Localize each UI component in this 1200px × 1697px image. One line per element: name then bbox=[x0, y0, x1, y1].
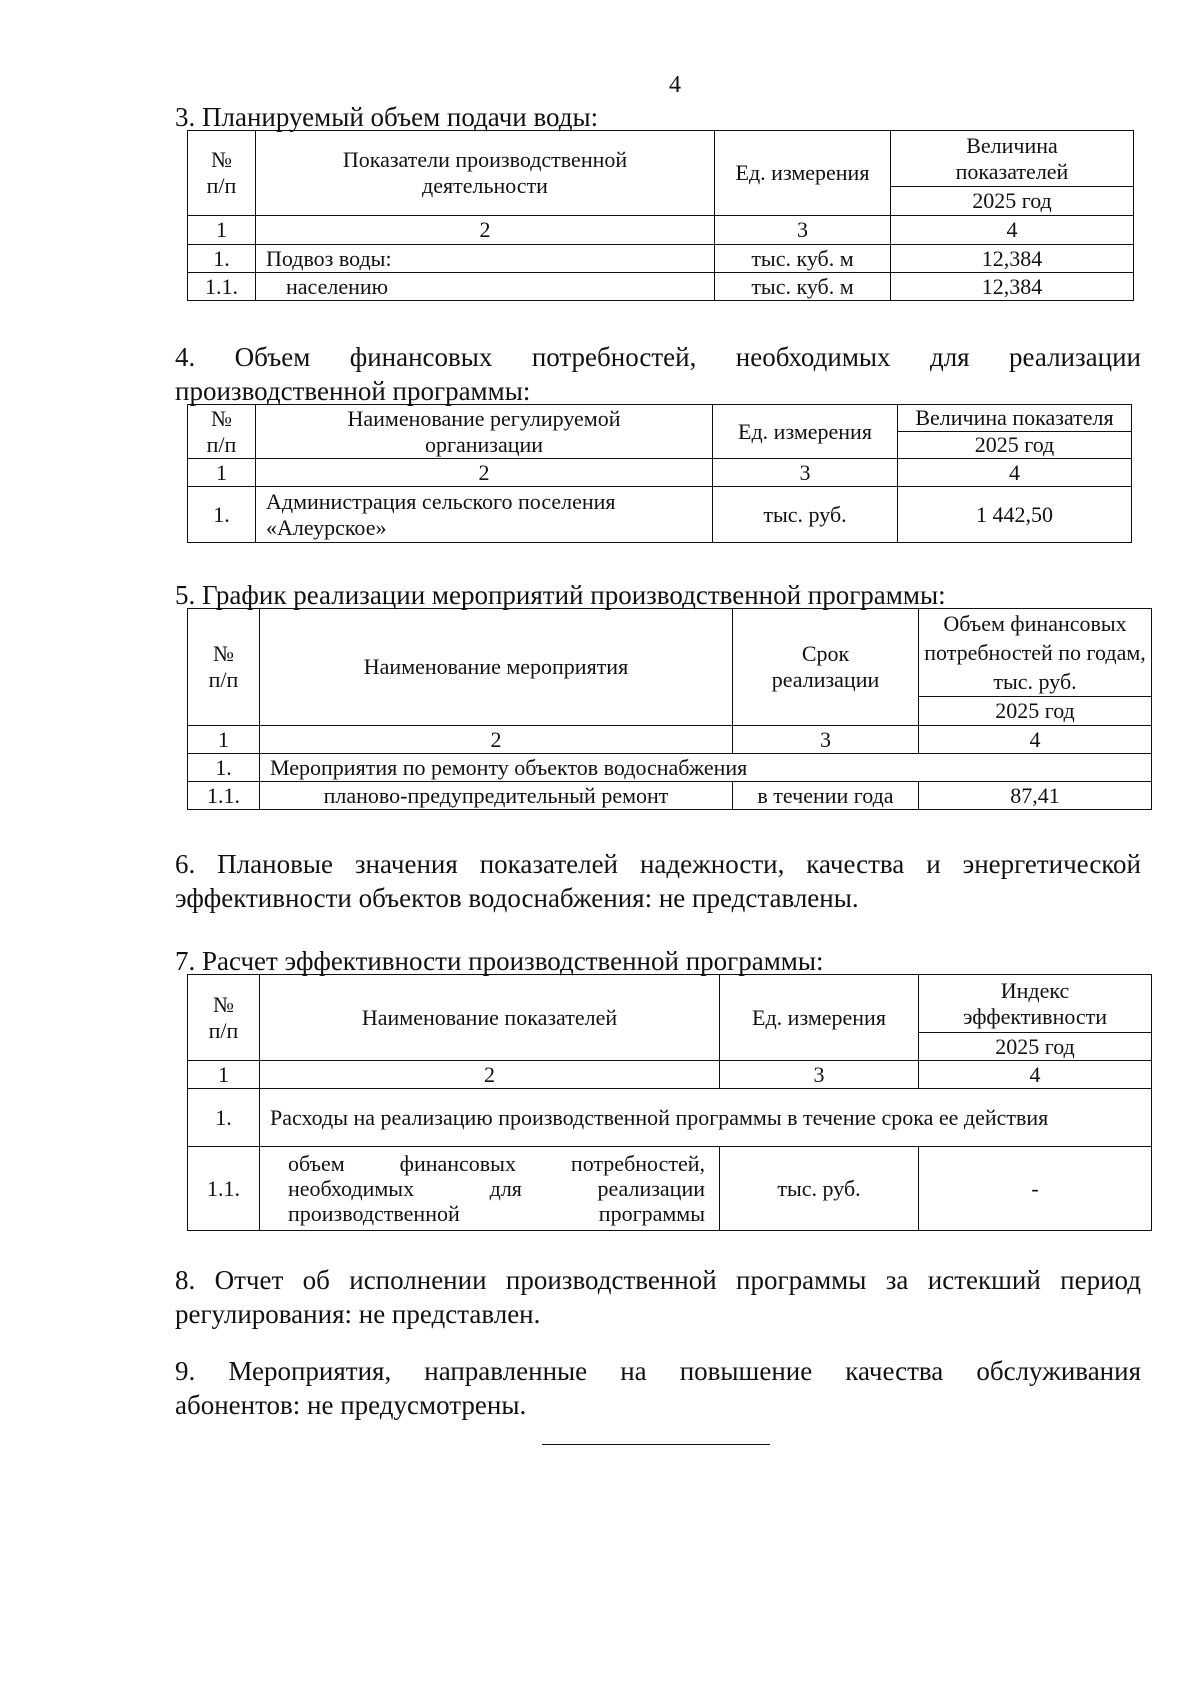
header-no: № п/п bbox=[188, 131, 256, 216]
header-name: Наименование мероприятия bbox=[260, 609, 733, 726]
row-unit: тыс. руб. bbox=[713, 487, 898, 543]
row-unit: тыс. куб. м bbox=[715, 273, 891, 301]
section-6-line1: 6. Плановые значения показателей надежности, качества и энергетической bbox=[175, 849, 1141, 879]
section-4-title-line2: производственной программы: bbox=[175, 376, 531, 406]
row-term: в течении года bbox=[733, 782, 919, 810]
financial-needs-table bbox=[187, 404, 1132, 543]
col-num: 3 bbox=[713, 459, 898, 487]
section-9-text bbox=[175, 1354, 1141, 1422]
header-year: 2025 год bbox=[891, 187, 1134, 216]
closing-separator-line bbox=[542, 1444, 770, 1445]
section-9-line2: абонентов: не предусмотрены. bbox=[175, 1390, 527, 1420]
row-name: объем финансовых потребностей, необходимых для реализации производственной программы bbox=[260, 1147, 720, 1231]
row-unit: тыс. руб. bbox=[720, 1147, 919, 1231]
col-num: 3 bbox=[720, 1061, 919, 1089]
row-name: Администрация сельского поселения «Алеурское» bbox=[256, 487, 713, 543]
section-9-line1: 9. Мероприятия, направленные на повышение качества обслуживания bbox=[175, 1356, 1141, 1386]
row-name: Подвоз воды: bbox=[256, 245, 715, 273]
header-term: Срок реализации bbox=[733, 609, 919, 726]
row-no: 1. bbox=[188, 487, 256, 543]
page-number: 4 bbox=[669, 72, 681, 98]
row-no: 1. bbox=[188, 245, 256, 273]
table-row bbox=[188, 1147, 1152, 1231]
col-num: 2 bbox=[256, 216, 715, 245]
header-value: Индекс эффективности bbox=[919, 975, 1152, 1033]
header-name: Наименование регулируемой организации bbox=[256, 405, 713, 459]
col-num: 4 bbox=[919, 726, 1152, 754]
row-value: 1 442,50 bbox=[898, 487, 1132, 543]
row-no: 1.1. bbox=[188, 273, 256, 301]
header-year: 2025 год bbox=[919, 697, 1152, 726]
row-value: 87,41 bbox=[919, 782, 1152, 810]
col-num: 1 bbox=[188, 459, 256, 487]
header-year: 2025 год bbox=[919, 1033, 1152, 1061]
row-no: 1.1. bbox=[188, 782, 260, 810]
section-8-line2: регулирования: не представлен. bbox=[175, 1299, 541, 1329]
header-unit: Ед. измерения bbox=[715, 131, 891, 216]
table-row bbox=[188, 487, 1132, 543]
section-4-title-line1: 4. Объем финансовых потребностей, необходимых для реализации bbox=[175, 342, 1141, 372]
row-no: 1. bbox=[188, 1089, 260, 1147]
col-num: 3 bbox=[715, 216, 891, 245]
col-num: 2 bbox=[260, 726, 733, 754]
header-no: № п/п bbox=[188, 975, 260, 1061]
header-year: 2025 год bbox=[898, 432, 1132, 459]
section-8-text bbox=[175, 1263, 1141, 1331]
row-name: населению bbox=[256, 273, 715, 301]
header-unit: Ед. измерения bbox=[713, 405, 898, 459]
water-supply-table bbox=[187, 130, 1134, 301]
table-row bbox=[188, 245, 1134, 273]
section-8-line1: 8. Отчет об исполнении производственной программы за истекший период bbox=[175, 1265, 1141, 1295]
col-num: 1 bbox=[188, 726, 260, 754]
efficiency-table bbox=[187, 974, 1152, 1231]
row-value: 12,384 bbox=[891, 273, 1134, 301]
header-name: Наименование показателей bbox=[260, 975, 720, 1061]
schedule-table bbox=[187, 608, 1152, 810]
col-num: 2 bbox=[256, 459, 713, 487]
table-row bbox=[188, 782, 1152, 810]
table-group-row bbox=[188, 754, 1152, 782]
row-value: - bbox=[919, 1147, 1152, 1231]
table-group-row bbox=[188, 1089, 1152, 1147]
col-num: 3 bbox=[733, 726, 919, 754]
col-num: 2 bbox=[260, 1061, 720, 1089]
header-no: № п/п bbox=[188, 609, 260, 726]
row-value: 12,384 bbox=[891, 245, 1134, 273]
col-num: 4 bbox=[898, 459, 1132, 487]
header-name: Показатели производственной деятельности bbox=[256, 131, 715, 216]
row-no: 1. bbox=[188, 754, 260, 782]
section-6-text bbox=[175, 847, 1141, 915]
header-value: Объем финансовых потребностей по годам, тыс. руб. bbox=[919, 609, 1152, 697]
col-num: 1 bbox=[188, 216, 256, 245]
row-unit: тыс. куб. м bbox=[715, 245, 891, 273]
section-7-title: 7. Расчет эффективности производственной программы: bbox=[175, 946, 824, 976]
row-name: планово-предупредительный ремонт bbox=[260, 782, 733, 810]
row-no: 1.1. bbox=[188, 1147, 260, 1231]
section-6-line2: эффективности объектов водоснабжения: не представлены. bbox=[175, 883, 859, 913]
section-5-title: 5. График реализации мероприятий производственной программы: bbox=[175, 580, 946, 610]
row-name: Расходы на реализацию производственной программы в течение срока ее действия bbox=[260, 1089, 1152, 1147]
section-4-title bbox=[175, 340, 1141, 408]
col-num: 4 bbox=[919, 1061, 1152, 1089]
section-3-title: 3. Планируемый объем подачи воды: bbox=[175, 102, 599, 132]
header-value: Величина показателя bbox=[898, 405, 1132, 432]
col-num: 4 bbox=[891, 216, 1134, 245]
header-unit: Ед. измерения bbox=[720, 975, 919, 1061]
table-row bbox=[188, 273, 1134, 301]
header-value: Величина показателей bbox=[891, 131, 1134, 187]
row-name: Мероприятия по ремонту объектов водоснабжения bbox=[260, 754, 1152, 782]
col-num: 1 bbox=[188, 1061, 260, 1089]
header-no: № п/п bbox=[188, 405, 256, 459]
